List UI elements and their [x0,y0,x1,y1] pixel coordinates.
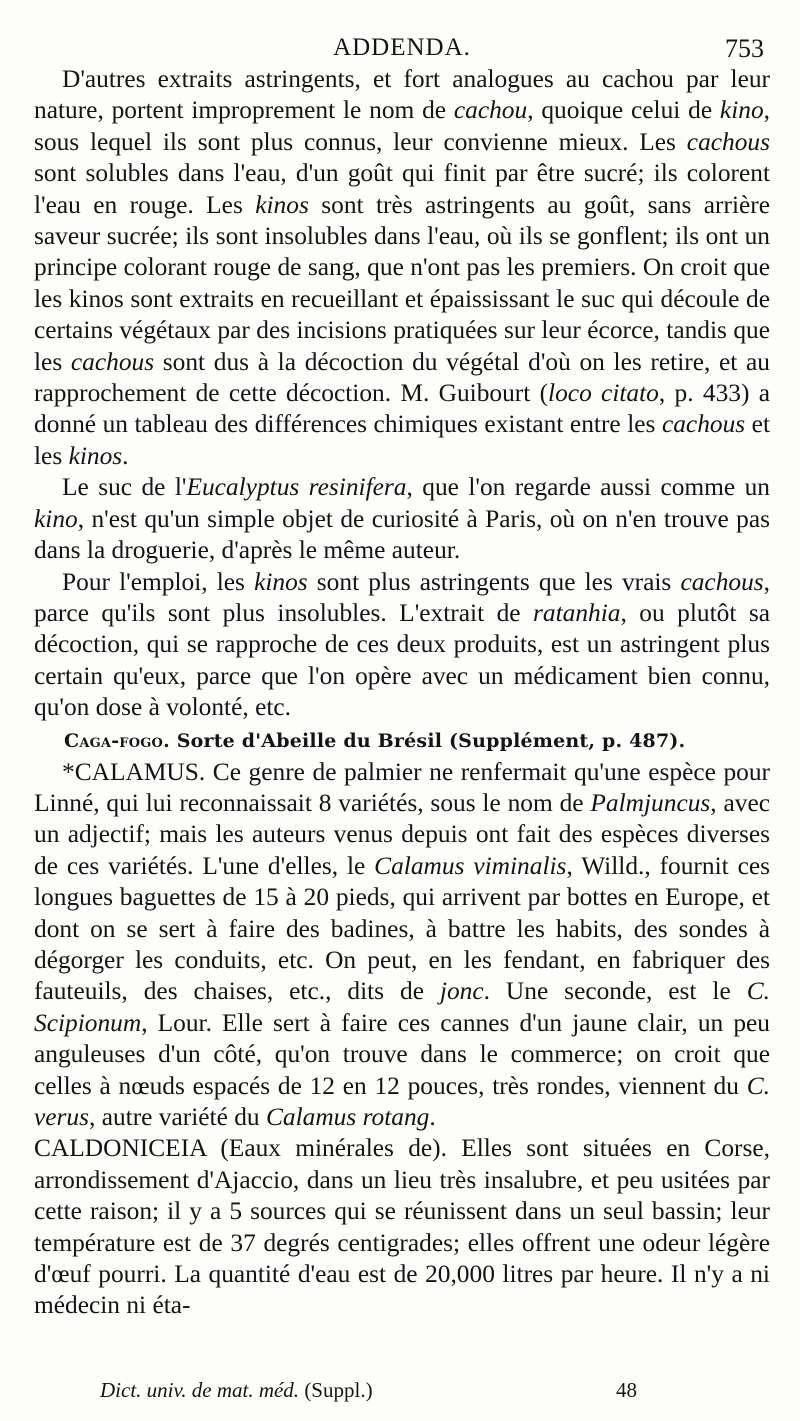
entry-headword: Caga-fogo. [64,729,170,752]
entry-headword: CALDONICEIA [34,1134,207,1163]
entry-headword: *CALAMUS. [62,757,206,786]
text-run: , ou plutôt sa décoction, qui se rapproche de ces deux produits, est un astringent plus certain qu'eux, parce que l'on opère avec un médicament bien connu, qu'on dose à volonté, etc. [34,598,770,722]
text-run: et les [34,410,771,470]
text-run: , que l'on regarde aussi comme un [406,473,770,502]
page-number: 753 [725,34,764,63]
text-run: , p. 433) a donné un tableau des différences chimiques existant entre les [34,379,770,439]
text-run: sont solubles dans l'eau, d'un goût qui finit par être sucré; ils colorent l'eau en rouge. Les [34,159,770,219]
italic-term: Eucalyptus resinifera [186,473,407,502]
text-run: Ce genre de palmier ne renfermait qu'une espèce pour Linné, qui lui reconnaissait 8 variétés, sous le nom de [34,757,770,817]
text-run: , avec un adjectif; mais les auteurs venus depuis ont fait des espèces diverses de ces variétés. L'une d'elles, le [34,788,770,880]
italic-term: cachou [453,96,528,125]
italic-term: kino [719,96,764,125]
text-run: Le suc de l' [62,473,187,502]
italic-term: cachous [680,567,764,596]
italic-term: C. Scipionum [34,977,770,1037]
text-run: , n'est qu'un simple objet de curiosité à Paris, où on n'en trouve pas dans la droguerie, d'après le même auteur. [34,504,770,565]
paragraph-cachou-kino [34,64,770,472]
italic-term: cachous [686,127,770,156]
text-run: (Eaux minérales de). Elles sont situées en Corse, arrondissement d'Ajaccio, dans un lieu très insalubre, et peu usitées par cette raison; il y a 5 sources qui se réunissent dans un seul bassin; leur température est de 37 degrés centigrades; elles offrent une odeur légère d'œuf pourri. La quantité d'eau est de 20,000 litres par heure. Il n'y a ni médecin ni éta- [34,1134,770,1320]
entry-caldoniceia [34,1133,770,1321]
italic-term: ratanhia [533,598,621,627]
italic-term: Calamus rotang [265,1103,430,1131]
text-run: , parce qu'ils sont plus insolubles. L'extrait de [34,567,771,627]
text-run: sont plus astringents que les vrais [307,567,681,596]
signature-suppl: (Suppl.) [299,1378,373,1402]
italic-term: Palmjuncus [590,788,711,817]
italic-term: cachous [70,347,155,376]
text-run: sont dus à la décoction du végétal d'où on les retire, et au rapprochement de cette décoction. M. Guibourt ( [34,347,770,408]
running-title: ADDENDA. [333,34,471,61]
italic-term: jonc [439,977,484,1006]
entry-caga-fogo [34,726,770,756]
italic-term: kinos [254,567,308,596]
italic-term: kino [34,504,78,533]
text-run: , Lour. Elle sert à faire ces cannes d'un jaune clair, un peu anguleuses d'un côté, qu'on trouve dans le commerce; on croit que celles à nœuds espacés de 12 en 12 pouces, très rondes, viennent du [34,1008,770,1100]
paragraph-eucalyptus [34,472,770,566]
text-run: sont très astringents au goût, sans arrière saveur sucrée; ils sont insolubles dans l'eau, où ils se gonflent; ils ont un principe colorant rouge de sang, que n'ont pas les premiers. On croit que les kinos sont extraits en recueillant et épaississant le suc qui découle de certains végétaux par des incisions pratiquées sur leur écorce, tandis que les [34,190,770,376]
text-run: D'autres extraits astringents, et fort analogues au cachou par leur nature, portent improprement le nom de [34,65,770,125]
text-run: , Willd., fournit ces longues baguettes de 15 à 20 pieds, qui arrivent par bottes en Europe, et dont on se sert à faire des badines, à battre les habits, des sondes à dégorger les conduits, etc. On peut, en les fendant, en fabriquer des fauteuils, des chaises, etc., dits de [34,851,770,1006]
text-run: Sorte d'Abeille du Brésil (Supplément, p. 487). [169,729,686,752]
signature-title: Dict. univ. de mat. méd. [100,1378,300,1402]
text-run: , quoique celui de [527,96,720,125]
signature-line [100,1378,740,1403]
text-run: . [429,1103,436,1131]
italic-term: cachous [661,410,746,439]
text-run: . [122,441,129,470]
italic-term: kinos [255,190,309,219]
text-run: , sous lequel ils sont plus connus, leur convienne mieux. Les [34,96,770,156]
entry-calamus [34,757,770,1134]
italic-term: kinos [68,441,123,470]
text-run: , autre variété du [89,1103,266,1131]
italic-term: Calamus viminalis [374,851,567,880]
text-run: . Une seconde, est le [483,977,747,1006]
paragraph-emploi [34,567,770,724]
italic-term: loco citato [548,379,659,408]
italic-term: C. verus [34,1071,770,1131]
signature-number: 48 [616,1378,637,1402]
body-text [34,64,770,1322]
text-run: Pour l'emploi, les [62,567,255,596]
page-header [34,30,770,64]
